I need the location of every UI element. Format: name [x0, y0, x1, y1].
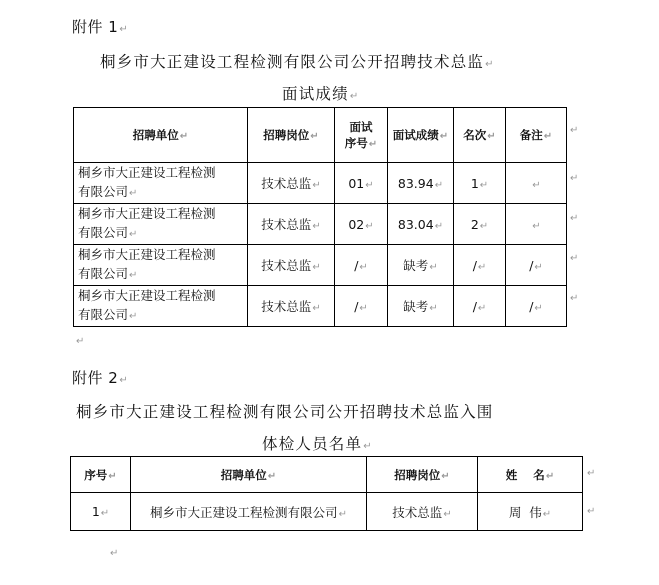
row-end-mark: ↵ — [587, 506, 596, 517]
empty-paragraph-mark: ↵ — [110, 548, 119, 559]
cell-score: 缺考↵ — [388, 245, 454, 286]
row-end-mark: ↵ — [587, 468, 596, 479]
row-end-mark: ↵ — [570, 213, 579, 224]
attachment1-title-line2: 面试成绩↵ — [282, 85, 360, 103]
cell-rank: /↵ — [454, 245, 506, 286]
table-header-row — [71, 457, 583, 493]
cell-unit: 桐乡市大正建设工程检测 有限公司↵ — [74, 204, 248, 245]
interview-score-table — [73, 107, 567, 327]
cell-unit: 桐乡市大正建设工程检测 有限公司↵ — [74, 245, 248, 286]
table-row — [74, 286, 567, 327]
cell-position: 技术总监↵ — [248, 204, 335, 245]
table-header-row — [74, 108, 567, 163]
cell-rank: 2↵ — [454, 204, 506, 245]
attachment2-title-line1: 桐乡市大正建设工程检测有限公司公开招聘技术总监入围 — [76, 403, 494, 421]
empty-paragraph-mark: ↵ — [76, 336, 85, 347]
cell-note: ↵ — [506, 204, 567, 245]
header-score: 面试成绩↵ — [388, 108, 454, 163]
cell-position: 技术总监↵ — [248, 286, 335, 327]
medical-exam-list-table — [70, 456, 583, 531]
table-row — [74, 245, 567, 286]
cell-seq: /↵ — [335, 286, 388, 327]
row-end-mark: ↵ — [570, 173, 579, 184]
cell-position: 技术总监↵ — [248, 163, 335, 204]
attachment2-heading: 附件 2↵ — [72, 369, 129, 387]
attachment2-title-line2: 体检人员名单↵ — [262, 435, 373, 453]
table-row — [74, 204, 567, 245]
cell-score: 83.94↵ — [388, 163, 454, 204]
row-end-mark: ↵ — [570, 293, 579, 304]
header-seq: 序号↵ — [71, 457, 131, 493]
attachment1-title-line1: 桐乡市大正建设工程检测有限公司公开招聘技术总监↵ — [100, 53, 495, 71]
cell-unit: 桐乡市大正建设工程检测 有限公司↵ — [74, 163, 248, 204]
header-unit: 招聘单位↵ — [74, 108, 248, 163]
header-note: 备注↵ — [506, 108, 567, 163]
table-row — [74, 163, 567, 204]
cell-unit: 桐乡市大正建设工程检测 有限公司↵ — [74, 286, 248, 327]
cell-position: 技术总监↵ — [248, 245, 335, 286]
cell-rank: /↵ — [454, 286, 506, 327]
row-end-mark: ↵ — [570, 125, 579, 136]
header-rank: 名次↵ — [454, 108, 506, 163]
row-end-mark: ↵ — [570, 253, 579, 264]
cell-note: /↵ — [506, 245, 567, 286]
cell-unit: 桐乡市大正建设工程检测有限公司↵ — [131, 493, 367, 531]
cell-note: ↵ — [506, 163, 567, 204]
cell-score: 83.04↵ — [388, 204, 454, 245]
header-position: 招聘岗位↵ — [248, 108, 335, 163]
header-position: 招聘岗位↵ — [367, 457, 478, 493]
table-row — [71, 493, 583, 531]
cell-seq: 01↵ — [335, 163, 388, 204]
cell-seq: /↵ — [335, 245, 388, 286]
cell-position: 技术总监↵ — [367, 493, 478, 531]
header-seq: 面试 序号↵ — [335, 108, 388, 163]
cell-seq: 02↵ — [335, 204, 388, 245]
header-unit: 招聘单位↵ — [131, 457, 367, 493]
cell-seq: 1↵ — [71, 493, 131, 531]
attachment1-heading: 附件 1↵ — [72, 18, 129, 36]
cell-note: /↵ — [506, 286, 567, 327]
cell-score: 缺考↵ — [388, 286, 454, 327]
cell-rank: 1↵ — [454, 163, 506, 204]
header-name: 姓 名↵ — [478, 457, 583, 493]
cell-name: 周 伟↵ — [478, 493, 583, 531]
